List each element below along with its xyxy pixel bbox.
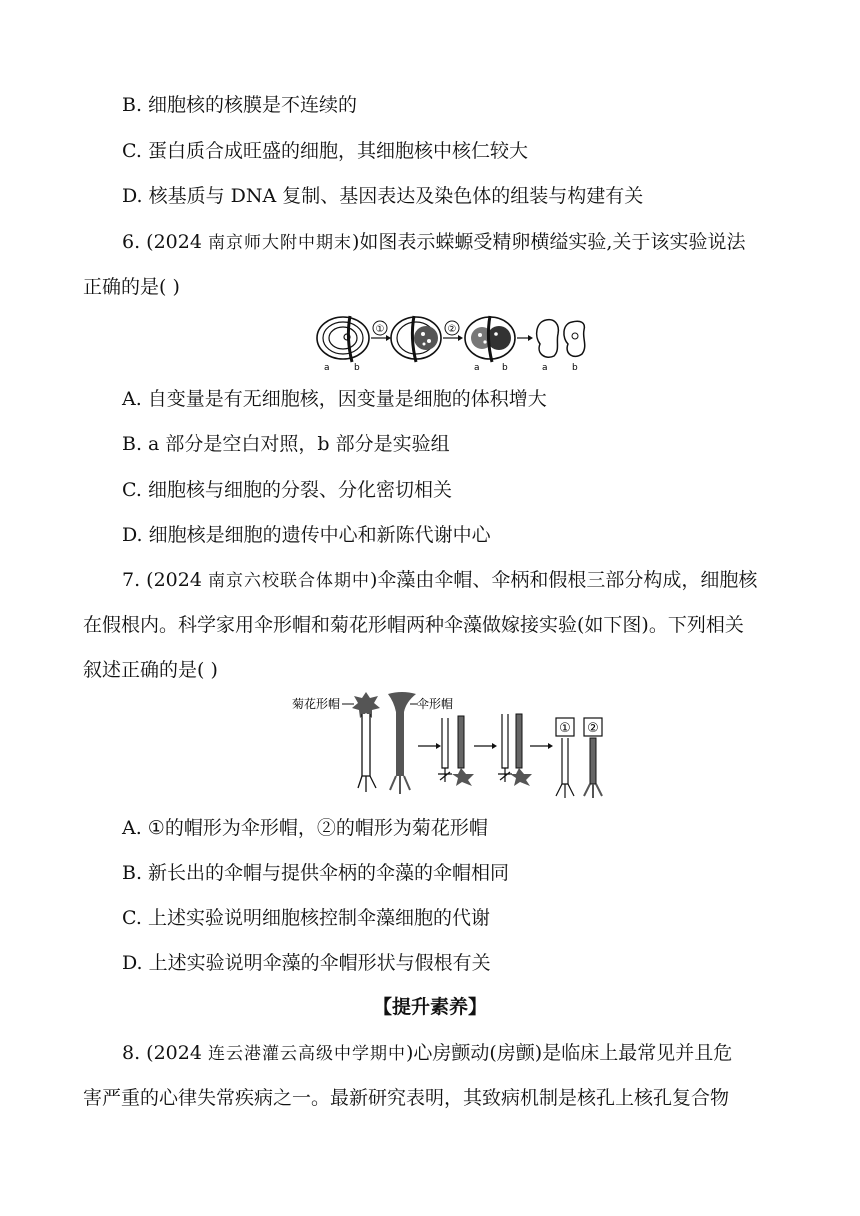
q8-stem-1: )心房颤动(房颤)是临床上最常见并且危 bbox=[405, 1042, 733, 1064]
q5-option-b: B. 细胞核的核膜是不连续的 bbox=[122, 94, 358, 116]
q6-stem-1: )如图表示蝾螈受精卵横缢实验,关于该实验说法 bbox=[351, 231, 746, 253]
q8-stem-line-1 bbox=[122, 1040, 777, 1067]
q6-option-c: C. 细胞核与细胞的分裂、分化密切相关 bbox=[122, 479, 452, 501]
newt-egg-ligation-figure bbox=[310, 314, 590, 372]
q7-option-c: C. 上述实验说明细胞核控制伞藻细胞的代谢 bbox=[122, 907, 490, 929]
result-box-2-label: ② bbox=[587, 721, 599, 736]
grafted-pair-1 bbox=[438, 716, 474, 786]
q7-option-b: B. 新长出的伞帽与提供伞柄的伞藻的伞帽相同 bbox=[122, 862, 510, 884]
result-box-1-label: ① bbox=[559, 721, 571, 736]
figure-step-label: ① bbox=[375, 324, 385, 335]
q7-source: 南京六校联合体期中 bbox=[207, 571, 370, 591]
figure-part-label: b bbox=[572, 363, 578, 372]
q7-stem-line-1 bbox=[122, 567, 777, 594]
q6-source: 南京师大附中期末 bbox=[207, 233, 352, 253]
q6-number: 6. (2024 bbox=[122, 231, 202, 253]
q8-number: 8. (2024 bbox=[122, 1042, 202, 1064]
figure-part-label: b bbox=[354, 363, 360, 372]
q6-option-b: B. a 部分是空白对照，b 部分是实验组 bbox=[122, 433, 450, 455]
q7-option-a: A. ①的帽形为伞形帽，②的帽形为菊花形帽 bbox=[122, 817, 488, 839]
acetabularia-grafting-figure bbox=[292, 688, 616, 802]
chrysanthemum-alga bbox=[352, 692, 380, 792]
q7-stem-line-3: 叙述正确的是( ) bbox=[83, 659, 218, 681]
figure-part-label: b bbox=[502, 363, 508, 372]
egg-cell-1 bbox=[317, 316, 369, 362]
q7-stem-1: )伞藻由伞帽、伞柄和假根三部分构成，细胞核 bbox=[369, 569, 758, 591]
q6-stem-line-2: 正确的是( ) bbox=[83, 276, 180, 298]
egg-cell-3 bbox=[465, 316, 515, 362]
q8-stem-line-2: 害严重的心律失常疾病之一。最新研究表明，其致病机制是核孔上核孔复合物 bbox=[83, 1087, 730, 1109]
figure-part-label: a bbox=[324, 363, 330, 372]
section-title: 【提升素养】 bbox=[372, 996, 487, 1018]
grafted-pair-2 bbox=[498, 714, 532, 786]
embryo-a bbox=[537, 320, 559, 358]
q7-stem-line-2: 在假根内。科学家用伞形帽和菊花形帽两种伞藻做嫁接实验(如下图)。下列相关 bbox=[83, 614, 744, 636]
result-stalks bbox=[556, 738, 602, 798]
figure-step-label: ② bbox=[447, 324, 457, 335]
egg-cell-2 bbox=[391, 316, 441, 362]
umbrella-alga bbox=[388, 692, 416, 794]
q8-source: 连云港灌云高级中学期中 bbox=[207, 1044, 406, 1064]
umbrella-cap-label: 伞形帽 bbox=[417, 697, 454, 711]
figure-part-label: a bbox=[474, 363, 480, 372]
q5-option-c: C. 蛋白质合成旺盛的细胞，其细胞核中核仁较大 bbox=[122, 140, 528, 162]
figure-part-label: a bbox=[542, 363, 548, 372]
q7-option-d: D. 上述实验说明伞藻的伞帽形状与假根有关 bbox=[122, 952, 491, 974]
chrysanthemum-cap-label: 菊花形帽 bbox=[292, 697, 341, 711]
q6-option-a: A. 自变量是有无细胞核，因变量是细胞的体积增大 bbox=[122, 388, 547, 410]
q5-option-d: D. 核基质与 DNA 复制、基因表达及染色体的组装与构建有关 bbox=[122, 185, 644, 207]
q6-option-d: D. 细胞核是细胞的遗传中心和新陈代谢中心 bbox=[122, 524, 491, 546]
q6-stem-line-1 bbox=[122, 229, 777, 256]
q7-number: 7. (2024 bbox=[122, 569, 202, 591]
